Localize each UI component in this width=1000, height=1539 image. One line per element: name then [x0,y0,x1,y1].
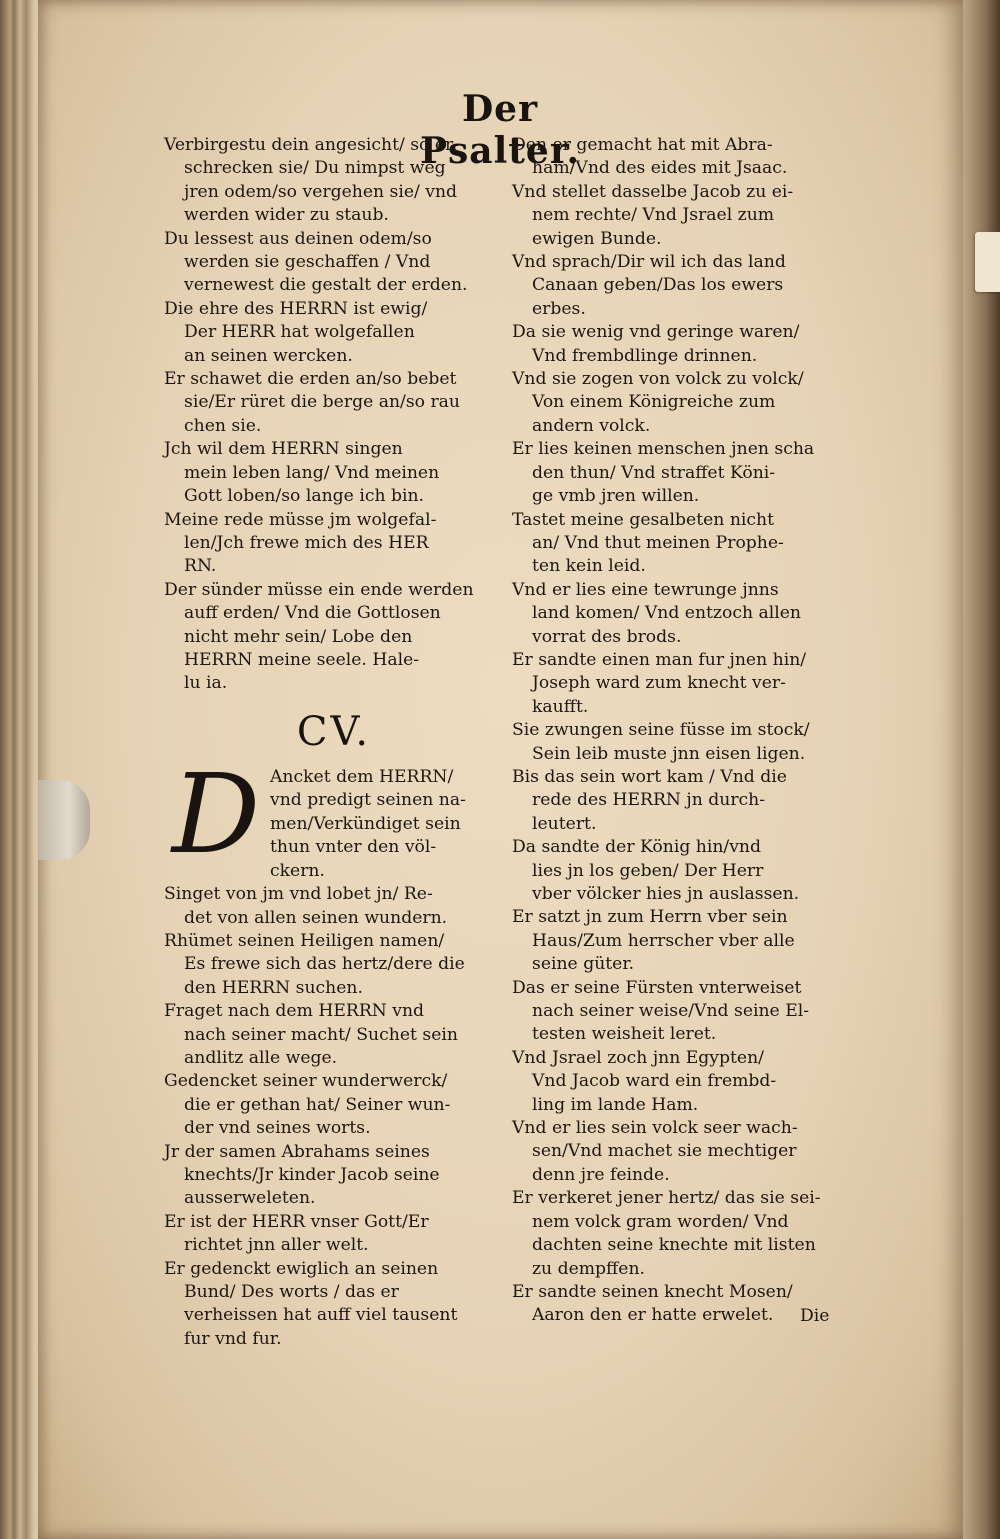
verse-line: den HERRN suchen. [184,977,363,998]
verse [512,1047,852,1117]
verse-line: land komen/ Vnd entzoch allen [532,603,801,624]
verse-line: dachten seine knechte mit listen [532,1235,816,1256]
verse-line: Vnd stellet dasselbe Jacob zu ei‑ [512,181,794,202]
verse [164,883,504,930]
verse [512,368,852,438]
verse-line: ten kein leid. [532,556,646,577]
verse-line: ham/Vnd des eides mit Jsaac. [532,158,788,179]
verse-line: an seinen wercken. [184,345,353,366]
verse [164,368,504,438]
verse-line: erbes. [532,298,586,319]
verse-line: Er satzt jn zum Herrn vber sein [512,907,788,928]
verse [512,134,852,181]
opening-line: Ancket dem HERRN/ [270,766,454,787]
verse-line: mein leben lang/ Vnd meinen [184,462,440,483]
verse-line: Vnd Jsrael zoch jnn Egypten/ [512,1047,764,1068]
verse [164,930,504,1000]
verse [164,509,504,579]
verse [512,181,852,251]
verse-line: denn jre feinde. [532,1164,670,1185]
drop-cap-initial: D [171,749,261,878]
verse-line: Du lessest aus deinen odem/so [164,228,432,249]
opening-line: men/Verkündiget sein [270,813,461,834]
verse-line: ewigen Bunde. [532,228,662,249]
verse-line: Er verkeret jener hertz/ das sie sei‑ [512,1188,821,1209]
psalm-number: CV. [296,708,372,755]
opening-line: vnd predigt seinen na‑ [270,790,466,811]
verse [512,649,852,719]
verse-line: Er lies keinen menschen jnen scha [512,439,815,460]
verse-line: Von einem Königreiche zum [532,392,776,413]
running-header: Der Psalter. [419,88,581,172]
verse-line: Der HERR hat wolgefallen [184,322,415,343]
verse-line: andern volck. [532,415,651,436]
verse [164,298,504,368]
verse-line: Es frewe sich das hertz/dere die [184,954,465,975]
verse-line: Jch wil dem HERRN singen [164,439,403,460]
verse-line: Meine rede müsse jm wolgefal‑ [164,509,437,530]
verse-line: werden wider zu staub. [184,205,389,226]
verse-line: Gedencket seiner wunderwerck/ [164,1071,448,1092]
verse [164,1070,504,1140]
opening-tail: ckern. [270,860,325,881]
verse-line: lu ia. [184,673,228,694]
verse-line: jren odem/so vergehen sie/ vnd [184,181,458,202]
verse-line: Er schawet die erden an/so bebet [164,369,457,390]
verse-line: Joseph ward zum knecht ver‑ [532,673,786,694]
verse-line: Da sie wenig vnd geringe waren/ [512,322,800,343]
verse-line: Rhümet seinen Heiligen namen/ [164,930,445,951]
verse-line: Vnd frembdlinge drinnen. [532,345,758,366]
verse-line: Vnd er lies sein volck seer wach‑ [512,1118,798,1139]
verse-line: Er ist der HERR vnser Gott/Er [164,1211,429,1232]
verse-line: Verbirgestu dein angesicht/ so er‑ [164,135,460,155]
verse-line: knechts/Jr kinder Jacob seine [184,1165,440,1186]
verse [164,579,504,696]
left-verses [164,134,504,696]
verse [512,766,852,836]
verse-line: vorrat des brods. [532,626,682,647]
verse-line: Singet von jm vnd lobet jn/ Re‑ [164,884,433,905]
right-verses [512,134,852,1328]
verse-line: verheissen hat auff viel tausent [184,1305,458,1326]
verse-line: lies jn los geben/ Der Herr [532,860,764,881]
verse [512,977,852,1047]
verse-line: Sein leib muste jnn eisen ligen. [532,743,806,764]
margin-tab [975,232,1000,292]
verse-line: der vnd seines worts. [184,1118,371,1139]
verse [512,906,852,976]
verse-line: andlitz alle wege. [184,1048,338,1068]
verse-line: nach seiner macht/ Suchet sein [184,1024,458,1045]
verse-line: Fraget nach dem HERRN vnd [164,1001,425,1022]
verse [164,1211,504,1258]
verse [164,134,504,228]
verse [512,1187,852,1281]
verse-line: det von allen seinen wundern. [184,907,448,928]
verse [512,836,852,906]
verse-line: die er gethan hat/ Seiner wun‑ [184,1094,451,1115]
verse [164,1141,504,1211]
verse [164,438,504,508]
verse-line: Da sandte der König hin/vnd [512,837,761,858]
verse-line: Vnd er lies eine tewrunge jnns [512,579,779,600]
verse [164,1258,504,1352]
verse-line: nach seiner weise/Vnd seine El‑ [532,1001,810,1022]
verse-line: len/Jch frewe mich des HER [184,532,429,553]
verse-line: Bis das sein wort kam / Vnd die [512,766,787,787]
verse-line: Er sandte einen man fur jnen hin/ [512,649,807,670]
verse [512,579,852,649]
verse [512,251,852,321]
verse-line: richtet jnn aller welt. [184,1235,369,1256]
verse-line: Sie zwungen seine füsse im stock/ [512,720,810,741]
verse-line: an/ Vnd thut meinen Prophe‑ [532,532,784,553]
verse-line: sie/Er rüret die berge an/so rau [184,392,460,413]
verse-line: Vnd sie zogen von volck zu volck/ [512,369,804,390]
verse-line: auff erden/ Vnd die Gottlosen [184,603,441,624]
catchword: Die [800,1306,830,1326]
verse-line: vber völcker hies jn auslassen. [532,884,800,904]
verse-line: nicht mehr sein/ Lobe den [184,626,413,647]
left-verses-continued [164,883,504,1351]
verse-line: testen weisheit leret. [532,1024,717,1045]
verse-line: vernewest die gestalt der erden. [184,275,468,296]
verse-line: kaufft. [532,696,589,717]
verse-line: seine güter. [532,954,635,975]
verse-line: Aaron den er hatte erwelet. [532,1305,774,1326]
verse-line: Der sünder müsse ein ende werden [164,579,474,600]
page-clip [38,780,90,860]
verse-line: Tastet meine gesalbeten nicht [512,509,775,530]
verse-line: nem volck gram worden/ Vnd [532,1211,789,1232]
verse-line: Vnd sprach/Dir wil ich das land [512,252,786,273]
verse-line: den thun/ Vnd straffet Köni‑ [532,462,776,483]
verse-line: leutert. [532,813,597,834]
verse-line: Vnd Jacob ward ein frembd‑ [532,1071,777,1092]
verse-line: HERRN meine seele. Hale‑ [184,649,420,670]
verse-line: zu dempffen. [532,1258,645,1279]
verse [512,321,852,368]
verse-line: Canaan geben/Das los ewers [532,275,784,296]
opening-line: thun vnter den völ‑ [270,836,437,857]
verse [164,1000,504,1070]
verse-line: Gott loben/so lange ich bin. [184,486,425,507]
verse-line: Er gedenckt ewiglich an seinen [164,1258,439,1279]
verse-line: Haus/Zum herrscher vber alle [532,930,795,951]
verse-line: Das er seine Fürsten vnterweiset [512,977,802,998]
right-column [512,134,852,1328]
verse [512,1117,852,1187]
left-column [164,134,504,1351]
verse-line: schrecken sie/ Du nimpst weg [184,158,446,179]
verse-line: rede des HERRN jn durch‑ [532,790,766,811]
verse-line: werden sie geschaffen / Vnd [184,252,431,273]
verse-line: RN. [184,556,217,577]
verse-line: Die ehre des HERRN ist ewig/ [164,298,428,319]
verse [164,228,504,298]
verse-line: sen/Vnd machet sie mechtiger [532,1141,797,1162]
verse [512,719,852,766]
verse-line: Jr der samen Abrahams seines [164,1141,430,1162]
verse-line: nem rechte/ Vnd Jsrael zum [532,205,775,226]
verse-line: ausserweleten. [184,1188,316,1209]
verse-line: Bund/ Des worts / das er [184,1282,399,1303]
verse-line: ge vmb jren willen. [532,486,700,507]
verse-line: Den er gemacht hat mit Abra‑ [512,135,773,155]
verse-line: Er sandte seinen knecht Mosen/ [512,1281,793,1302]
psalm-opening [164,749,504,883]
verse-line: ling im lande Ham. [532,1094,699,1115]
verse-line: fur vnd fur. [184,1328,282,1349]
verse-line: chen sie. [184,415,262,436]
verse [512,438,852,508]
verse [512,509,852,579]
